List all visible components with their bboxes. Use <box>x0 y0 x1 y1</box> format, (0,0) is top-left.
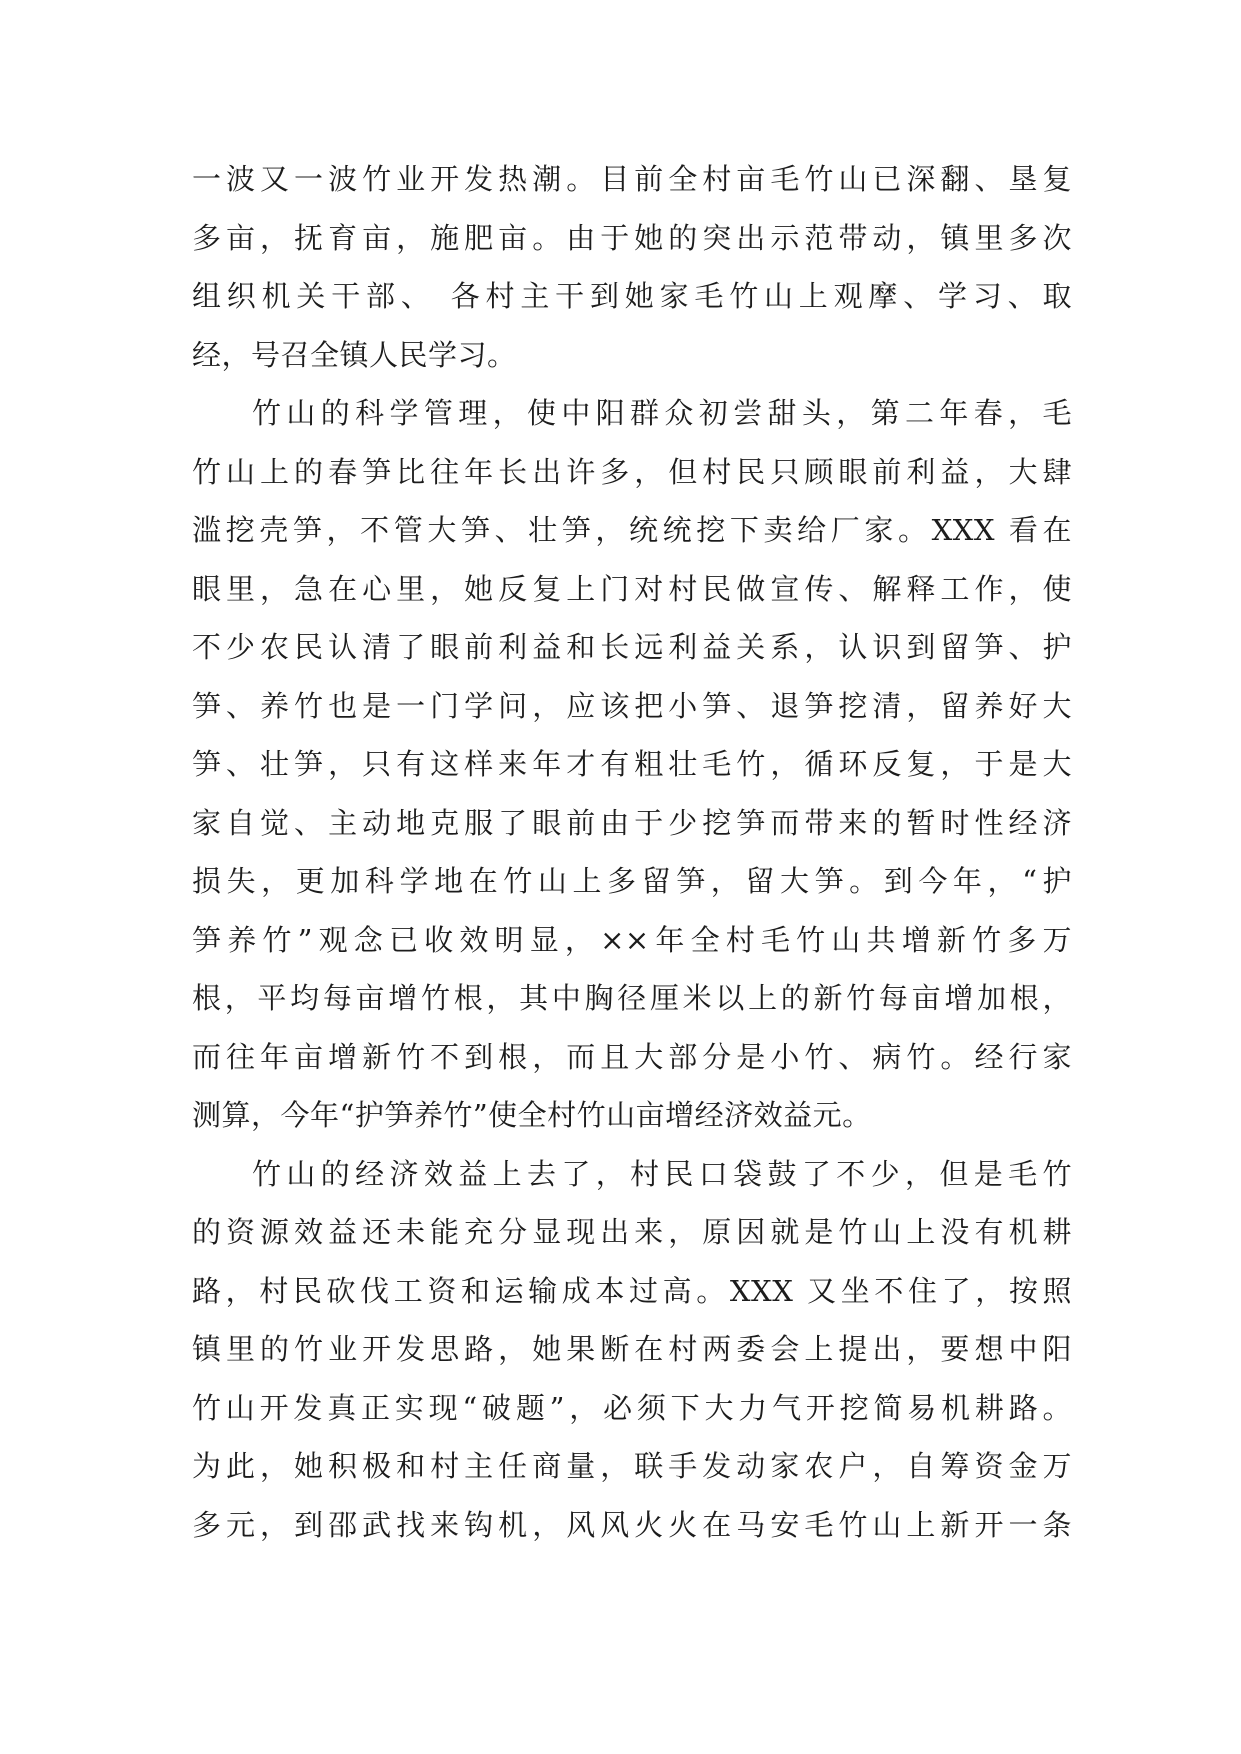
text-line: 损失，更加科学地在竹山上多留笋，留大笋。到今年，“护 <box>192 864 1072 898</box>
text-line: 而往年亩增新竹不到根，而且大部分是小竹、病竹。经行家 <box>192 1039 1072 1074</box>
text-line: 竹山开发真正实现“破题”，必须下大力气开挖简易机耕路。 <box>192 1390 1072 1425</box>
text-line: 一波又一波竹业开发热潮。目前全村亩毛竹山已深翻、垦复 <box>192 162 1072 196</box>
text-line: 根，平均每亩增竹根，其中胸径厘米以上的新竹每亩增加根， <box>192 981 1072 1015</box>
text-line: 家自觉、主动地克服了眼前由于少挖笋而带来的暂时性经济 <box>192 805 1072 840</box>
text-line: 笋养竹”观念已收效明显，××年全村毛竹山共增新竹多万 <box>192 922 1072 957</box>
text-line: 为此，她积极和村主任商量，联手发动家农户，自筹资金万 <box>192 1449 1072 1483</box>
text-line: 镇里的竹业开发思路，她果断在村两委会上提出，要想中阳 <box>192 1332 1072 1366</box>
text-line: 眼里，急在心里，她反复上门对村民做宣传、解释工作，使 <box>192 571 1072 606</box>
text-line: 组织机关干部、 各村主干到她家毛竹山上观摩、学习、取 <box>192 279 1072 313</box>
text-line: 竹山的科学管理，使中阳群众初尝甜头，第二年春，毛 <box>252 396 1072 430</box>
text-line: 路，村民砍伐工资和运输成本过高。XXX 又坐不住了，按照 <box>192 1273 1072 1308</box>
text-line: 的资源效益还未能充分显现出来，原因就是竹山上没有机耕 <box>192 1215 1072 1249</box>
text-line: 笋、壮笋，只有这样来年才有粗壮毛竹，循环反复，于是大 <box>192 747 1072 781</box>
text-line: 不少农民认清了眼前利益和长远利益关系，认识到留笋、护 <box>192 630 1072 664</box>
body-text <box>192 150 1072 1554</box>
text-line: 竹山的经济效益上去了，村民口袋鼓了不少，但是毛竹 <box>252 1156 1072 1191</box>
text-line: 笋、养竹也是一门学问，应该把小笋、退笋挖清，留养好大 <box>192 688 1072 723</box>
text-line: 测算，今年“护笋养竹”使全村竹山亩增经济效益元。 <box>192 1098 872 1132</box>
text-line: 经，号召全镇人民学习。 <box>192 337 517 372</box>
text-line: 多元，到邵武找来钩机，风风火火在马安毛竹山上新开一条 <box>192 1507 1072 1542</box>
text-line: 滥挖壳笋，不管大笋、壮笋，统统挖下卖给厂家。XXX 看在 <box>192 513 1072 547</box>
text-line: 多亩，抚育亩，施肥亩。由于她的突出示范带动，镇里多次 <box>192 220 1072 255</box>
text-line: 竹山上的春笋比往年长出许多，但村民只顾眼前利益，大肆 <box>192 454 1072 489</box>
